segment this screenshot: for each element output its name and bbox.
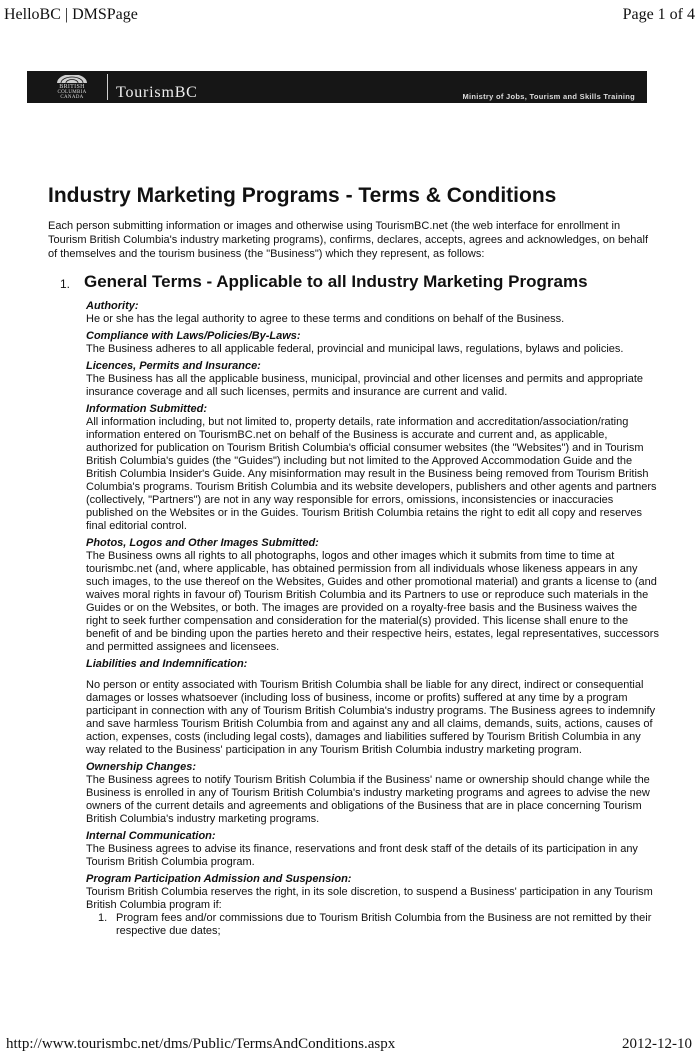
term-liabilities xyxy=(86,657,661,757)
sun-crest-icon xyxy=(55,75,89,83)
logo-text-canada: CANADA xyxy=(60,95,84,100)
print-footer-date: 2012-12-10 xyxy=(622,1036,692,1052)
term-text: All information including, but not limited to, property details, rate information and accreditation/association/rating information entered on TourismBC.net on behalf of the Business is accurate and current and, as applicable, authorized for publication on Tourism British Columbia's official consumer websites (the "Websites") and in Tourism British Columbia's guides (the "Guides") including but not limited to the Approved Accommodation Guide and the British Columbia Insider's Guide. Any misinformation may result in the Business being removed from Tourism British Columbia's programs. Tourism British Columbia and its website developers, publishers and other agents and partners (collectively, "Partners") are not in any way responsible for errors, omissions, inconsistencies or inaccuracies published on the Websites or in the Guides. Tourism British Columbia retains the right to edit all copy and reserves final editorial control. xyxy=(86,416,657,532)
term-label: Photos, Logos and Other Images Submitted: xyxy=(86,537,319,549)
print-header xyxy=(0,4,700,24)
term-label: Licences, Permits and Insurance: xyxy=(86,360,261,372)
tourismbc-brand[interactable]: TourismBC xyxy=(116,84,198,101)
term-internal-communication xyxy=(86,829,661,869)
term-information-submitted xyxy=(86,402,661,533)
term-label: Compliance with Laws/Policies/By-Laws: xyxy=(86,330,301,342)
term-text: The Business adheres to all applicable federal, provincial and municipal laws, regulations, bylaws and policies. xyxy=(86,343,624,355)
section-heading xyxy=(48,271,658,293)
term-text: The Business agrees to notify Tourism British Columbia if the Business' name or ownership should change while the Business is enrolled in any of Tourism British Columbia's industry marketing programs and agrees to advise the new owners of the current details and agreements and obligations of the Business that are in place concerning Tourism British Columbia's industry marketing programs. xyxy=(86,774,650,825)
page-title: Industry Marketing Programs - Terms & Conditions xyxy=(48,184,557,207)
print-footer-url: http://www.tourismbc.net/dms/Public/TermsAndConditions.aspx xyxy=(6,1036,396,1052)
term-label: Internal Communication: xyxy=(86,830,216,842)
print-header-page-number: Page 1 of 4 xyxy=(622,6,695,23)
ministry-name: Ministry of Jobs, Tourism and Skills Training xyxy=(462,92,635,101)
term-label: Program Participation Admission and Suspension: xyxy=(86,873,352,885)
list-item-text: Program fees and/or commissions due to Tourism British Columbia from the Business are not remitted by their respective due dates; xyxy=(116,912,652,937)
term-text: The Business agrees to advise its finance, reservations and front desk staff of the details of its participation in any Tourism British Columbia program. xyxy=(86,843,638,868)
print-footer xyxy=(0,1036,700,1056)
term-label: Authority: xyxy=(86,300,139,312)
term-compliance xyxy=(86,329,661,356)
term-text: The Business has all the applicable business, municipal, provincial and other licenses and permits and appropriate insurance coverage and all such licenses, permits and insurance are current and valid. xyxy=(86,373,644,398)
term-label: Information Submitted: xyxy=(86,403,207,415)
term-licences xyxy=(86,359,661,399)
suspension-conditions-list xyxy=(86,912,661,938)
term-text: The Business owns all rights to all photographs, logos and other images which it submits from time to time at tourismbc.net (and, where applicable, has obtained permission from all individuals whose likeness appears in any such images, to the use thereof on the Websites, Guides and other promotional material) and grants a license to (and waives moral rights in favour of) Tourism British Columbia and its Partners to use or reproduce such materials in the Guides or on the Websites, or both. The images are provided on a royalty-free basis and the Business waives the right to seek further compensation and consideration for the material(s) provided. This license shall enure to the benefit of and be binding upon the parties hereto and their respective heirs, estates, legal representatives, successors and permitted assignees and licensees. xyxy=(86,550,659,653)
list-item xyxy=(86,912,661,938)
document-body xyxy=(48,183,658,941)
section-number: 1. xyxy=(60,277,71,291)
intro-paragraph: Each person submitting information or images and otherwise using TourismBC.net (the web interface for enrollment in Tourism British Columbia's industry marketing programs), confirms, declares, accepts, agrees and acknowledges, on behalf of themselves and the tourism business (the "Business") which they represent, as follows: xyxy=(48,220,649,260)
terms-list xyxy=(86,299,661,938)
bc-government-logo xyxy=(41,75,103,99)
term-participation-suspension xyxy=(86,872,661,938)
term-photos-logos xyxy=(86,536,661,654)
term-ownership-changes xyxy=(86,760,661,826)
logo-text-british: BRITISH xyxy=(59,84,85,90)
term-text: He or she has the legal authority to agree to these terms and conditions on behalf of the Business. xyxy=(86,313,565,325)
term-label: Liabilities and Indemnification: xyxy=(86,658,248,670)
term-text: No person or entity associated with Tourism British Columbia shall be liable for any direct, indirect or consequential damages or losses whatsoever (including loss of business, income or profits) suffered at any time by a program participant in connection with any of Tourism British Columbia's industry programs. The Business agrees to indemnify and save harmless Tourism British Columbia from and against any and all claims, demands, suits, actions, causes of action, expenses, costs (including legal costs), damages and liabilities suffered by Tourism British Columbia in any way related to the Business' participation in any Tourism British Columbia industry marketing program. xyxy=(86,679,656,756)
term-text: Tourism British Columbia reserves the right, in its sole discretion, to suspend a Business' participation in any Tourism British Columbia program if: xyxy=(86,886,653,911)
logo-text-columbia: COLUMBIA xyxy=(57,90,87,95)
list-item-number: 1. xyxy=(98,912,108,924)
banner-divider xyxy=(107,74,108,100)
tourismbc-banner xyxy=(27,71,647,103)
term-authority xyxy=(86,299,661,326)
section-title: General Terms - Applicable to all Industry Marketing Programs xyxy=(84,272,588,291)
print-header-site-title: HelloBC | DMSPage xyxy=(4,6,138,23)
term-label: Ownership Changes: xyxy=(86,761,197,773)
